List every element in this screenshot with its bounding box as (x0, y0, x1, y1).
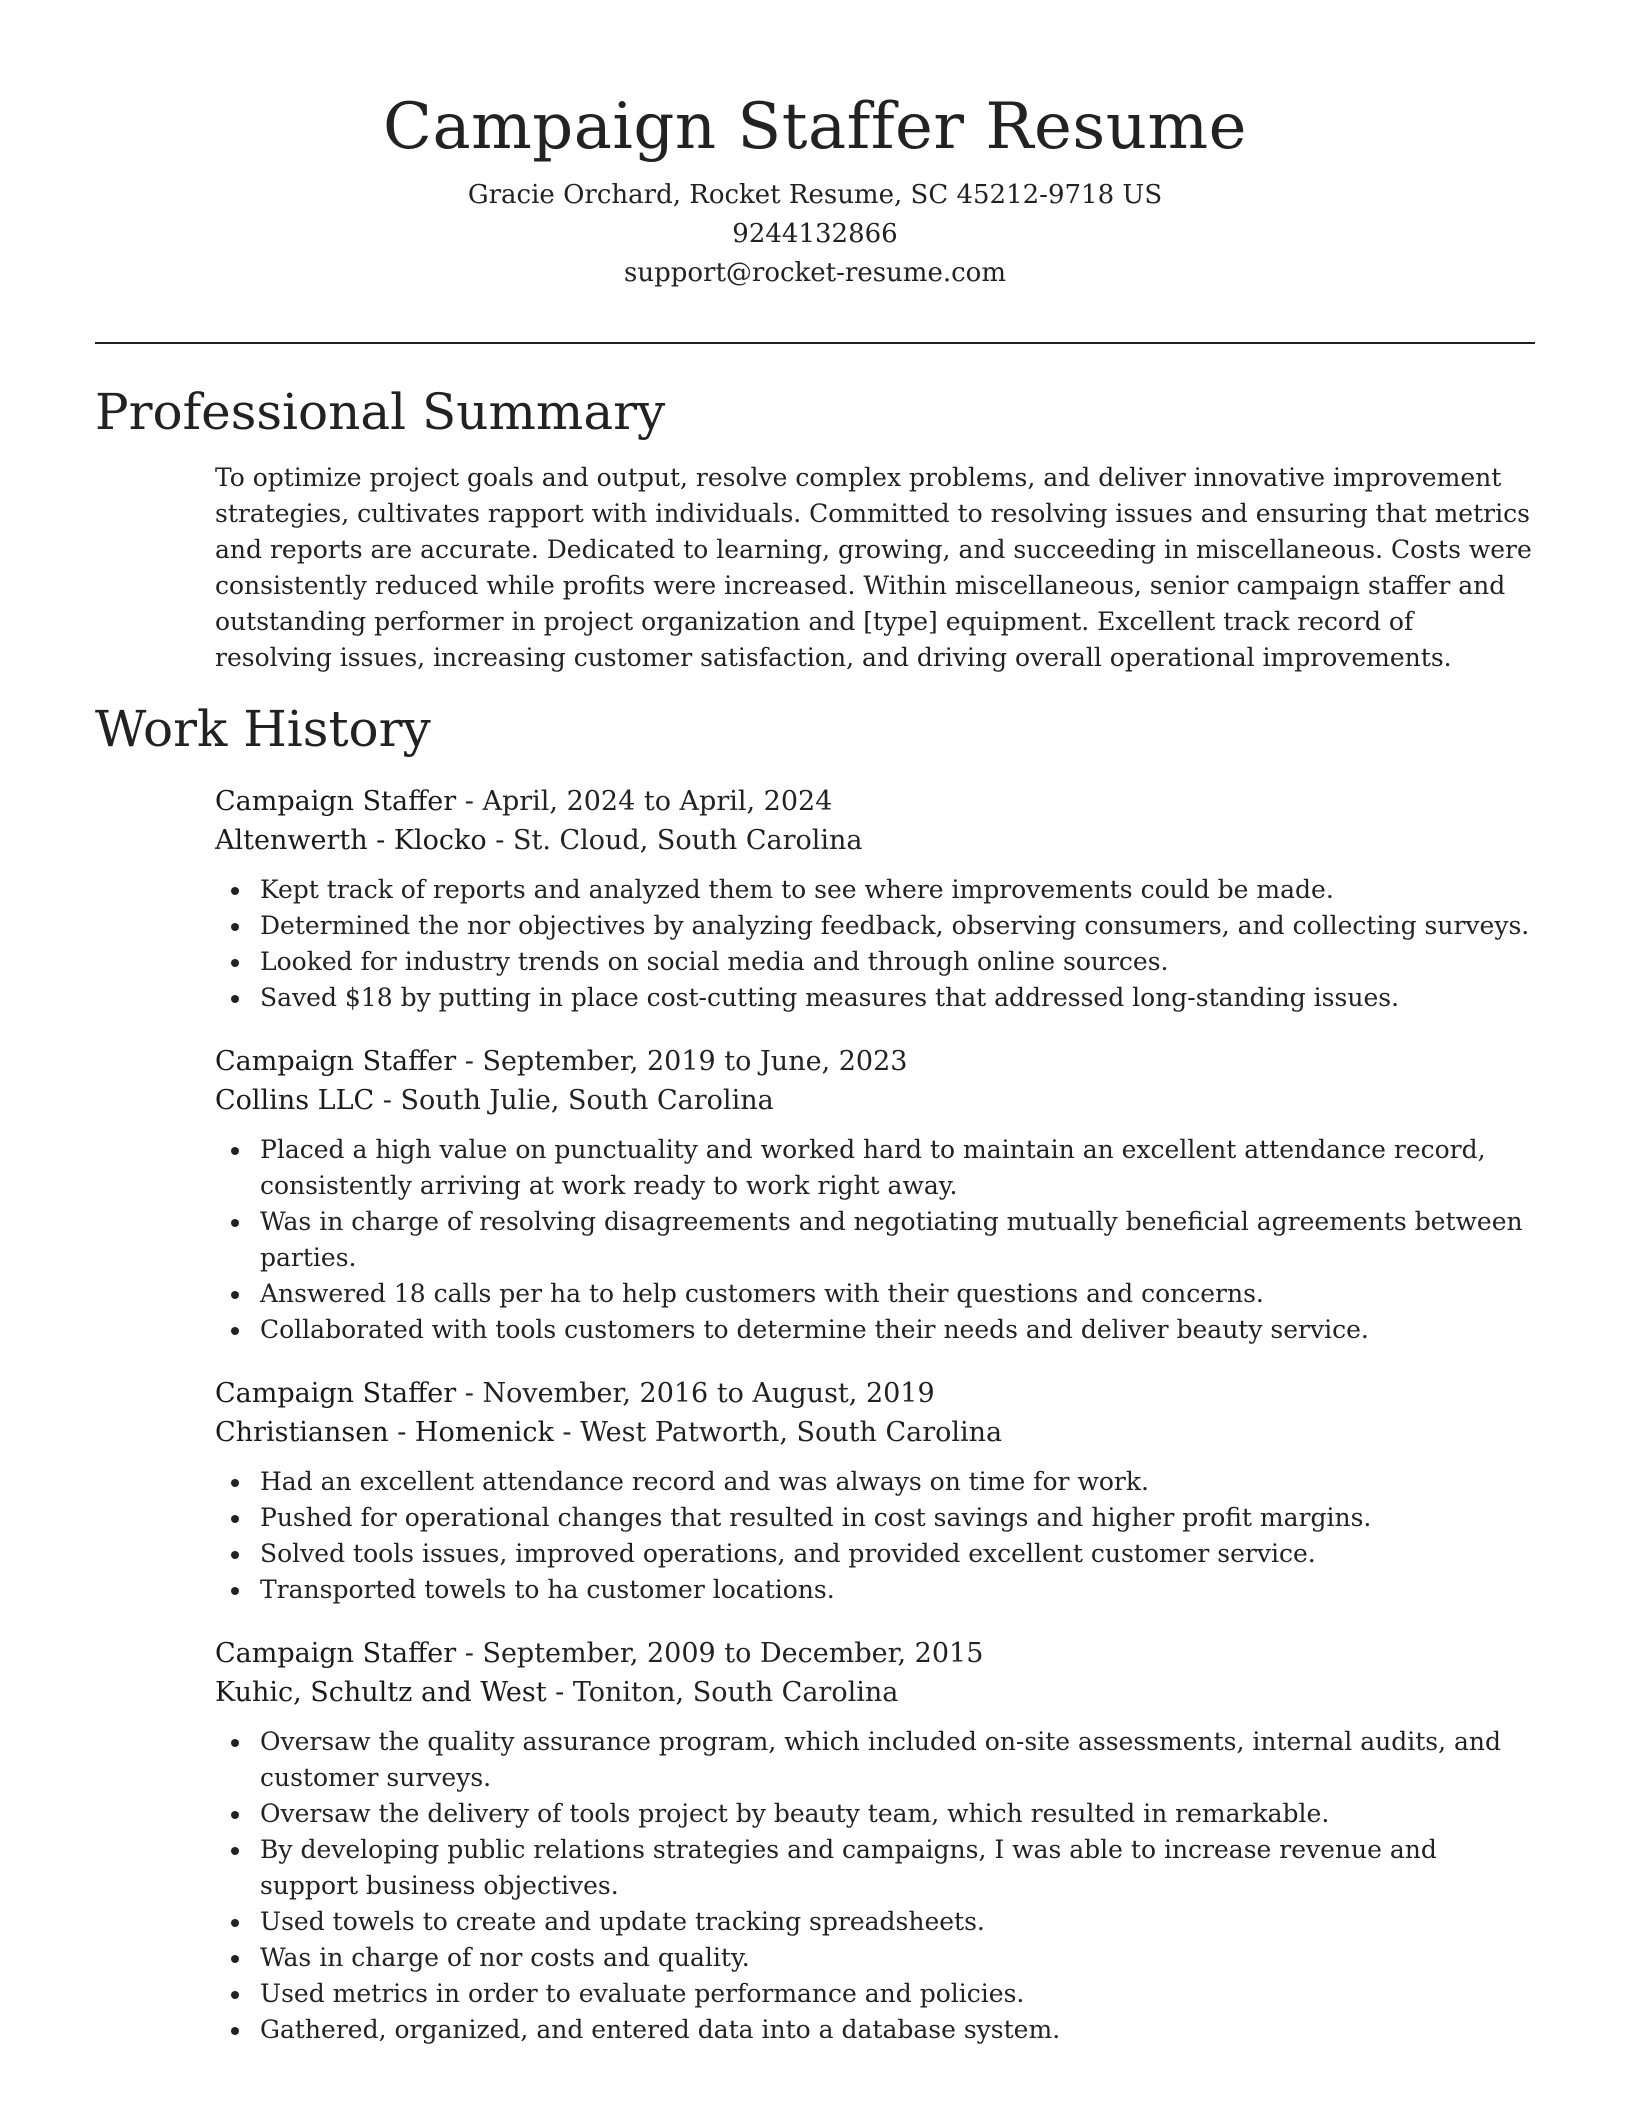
job-bullet (215, 944, 1540, 980)
job-company-line (215, 1673, 1540, 1712)
work-history-heading: Work History (95, 700, 431, 758)
job-bullet-text: Was in charge of nor costs and quality. (260, 1943, 750, 1972)
job-title: Campaign Staffer (215, 786, 457, 817)
bullet-dot-icon (231, 1811, 239, 1819)
job-bullet-text: Collaborated with tools customers to determine their needs and deliver beauty service. (260, 1315, 1369, 1344)
job-location: - Toniton, South Carolina (546, 1677, 899, 1708)
bullet-dot-icon (231, 1919, 239, 1927)
job-bullet-list (215, 1464, 1540, 1608)
bullet-dot-icon (231, 1147, 239, 1155)
job-company: Collins LLC (215, 1085, 375, 1116)
job-bullet-list (215, 1132, 1540, 1348)
job-title-line (215, 1042, 1540, 1081)
job-bullet-text: Solved tools issues, improved operations, and provided excellent customer service. (260, 1539, 1316, 1568)
job-location: - West Patworth, South Carolina (553, 1417, 1003, 1448)
job-company-line (215, 1413, 1540, 1452)
job-bullet (215, 1572, 1540, 1608)
summary-text: To optimize project goals and output, resolve complex problems, and deliver innovative improvement strategies, cultivates rapport with individuals. Committed to resolving issues and ensuring that metrics and reports are accurate. Dedicated to learning, growing, and succeeding in miscellaneous. Costs were consistently reduced while profits were increased. Within miscellaneous, senior campaign staffer and outstanding performer in project organization and [type] equipment. Excellent track record of resolving issues, increasing customer satisfaction, and driving overall operational improvements. (215, 463, 1532, 672)
job-location: - South Julie, South Carolina (374, 1085, 774, 1116)
job-dates: - September, 2009 to December, 2015 (456, 1638, 984, 1669)
job-company: Kuhic, Schultz and West (215, 1677, 547, 1708)
job-company-line (215, 821, 1540, 860)
job-bullet-text: Oversaw the delivery of tools project by beauty team, which resulted in remarkable. (260, 1799, 1330, 1828)
bullet-dot-icon (231, 1955, 239, 1963)
job-bullet-text: By developing public relations strategies and campaigns, I was able to increase revenue and support business objectives. (260, 1835, 1437, 1900)
job-bullet (215, 1724, 1540, 1796)
resume-header (95, 82, 1535, 293)
job-title: Campaign Staffer (215, 1378, 457, 1409)
job-bullet (215, 1464, 1540, 1500)
job-title: Campaign Staffer (215, 1046, 457, 1077)
job-bullet-text: Transported towels to ha customer locations. (260, 1575, 835, 1604)
job-bullet-text: Kept track of reports and analyzed them to see where improvements could be made. (260, 875, 1334, 904)
job-entry (215, 1634, 1540, 2048)
job-bullet (215, 1976, 1540, 2012)
bullet-dot-icon (231, 1515, 239, 1523)
bullet-dot-icon (231, 1739, 239, 1747)
job-title: Campaign Staffer (215, 1638, 457, 1669)
job-bullet-text: Had an excellent attendance record and was always on time for work. (260, 1467, 1149, 1496)
bullet-dot-icon (231, 995, 239, 1003)
job-dates: - September, 2019 to June, 2023 (456, 1046, 908, 1077)
job-bullet (215, 1276, 1540, 1312)
contact-phone: 9244132866 (732, 219, 898, 249)
job-company-line (215, 1081, 1540, 1120)
job-bullet-text: Pushed for operational changes that resulted in cost savings and higher profit margins. (260, 1503, 1372, 1532)
bullet-dot-icon (231, 1327, 239, 1335)
job-bullet-text: Used metrics in order to evaluate performance and policies. (260, 1979, 1025, 2008)
job-company: Christiansen - Homenick (215, 1417, 554, 1448)
job-bullet-list (215, 1724, 1540, 2048)
job-bullet-text: Oversaw the quality assurance program, which included on-site assessments, internal audits, and customer surveys. (260, 1727, 1501, 1792)
summary-heading: Professional Summary (95, 383, 666, 441)
job-entry (215, 1374, 1540, 1608)
job-bullet-text: Used towels to create and update tracking spreadsheets. (260, 1907, 985, 1936)
bullet-dot-icon (231, 959, 239, 967)
job-bullet (215, 1796, 1540, 1832)
job-bullet-list (215, 872, 1540, 1016)
job-bullet-text: Placed a high value on punctuality and worked hard to maintain an excellent attendance record, consistently arriving at work ready to work right away. (260, 1135, 1486, 1200)
bullet-dot-icon (231, 1587, 239, 1595)
job-bullet (215, 1832, 1540, 1904)
job-dates: - November, 2016 to August, 2019 (456, 1378, 935, 1409)
bullet-dot-icon (231, 887, 239, 895)
job-bullet (215, 1536, 1540, 1572)
job-company: Altenwerth - Klocko (215, 825, 487, 856)
job-bullet (215, 1904, 1540, 1940)
bullet-dot-icon (231, 1219, 239, 1227)
contact-address: Gracie Orchard, Rocket Resume, SC 45212-9718 US (467, 180, 1163, 210)
bullet-dot-icon (231, 1847, 239, 1855)
job-bullet (215, 1132, 1540, 1204)
contact-email: support@rocket-resume.com (623, 258, 1006, 288)
job-bullet-text: Determined the nor objectives by analyzing feedback, observing consumers, and collecting surveys. (260, 911, 1530, 940)
job-entry (215, 1042, 1540, 1348)
job-bullet-text: Was in charge of resolving disagreements and negotiating mutually beneficial agreements between parties. (260, 1207, 1523, 1272)
job-bullet (215, 872, 1540, 908)
job-bullet-text: Saved $18 by putting in place cost-cutting measures that addressed long-standing issues. (260, 983, 1400, 1012)
job-bullet (215, 1500, 1540, 1536)
job-title-line (215, 782, 1540, 821)
job-bullet (215, 1312, 1540, 1348)
work-history-list (215, 782, 1540, 2074)
bullet-dot-icon (231, 1291, 239, 1299)
bullet-dot-icon (231, 2027, 239, 2035)
job-location: - St. Cloud, South Carolina (486, 825, 863, 856)
job-bullet-text: Answered 18 calls per ha to help customers with their questions and concerns. (260, 1279, 1264, 1308)
job-title-line (215, 1374, 1540, 1413)
bullet-dot-icon (231, 1991, 239, 1999)
job-bullet (215, 980, 1540, 1016)
job-bullet (215, 2012, 1540, 2048)
job-bullet (215, 908, 1540, 944)
job-bullet-text: Looked for industry trends on social media and through online sources. (260, 947, 1169, 976)
job-dates: - April, 2024 to April, 2024 (456, 786, 833, 817)
job-bullet (215, 1940, 1540, 1976)
bullet-dot-icon (231, 1551, 239, 1559)
job-bullet (215, 1204, 1540, 1276)
job-title-line (215, 1634, 1540, 1673)
resume-title: Campaign Staffer Resume (382, 90, 1248, 164)
header-divider (95, 342, 1535, 344)
job-entry (215, 782, 1540, 1016)
bullet-dot-icon (231, 923, 239, 931)
job-bullet-text: Gathered, organized, and entered data into a database system. (260, 2015, 1061, 2044)
bullet-dot-icon (231, 1479, 239, 1487)
